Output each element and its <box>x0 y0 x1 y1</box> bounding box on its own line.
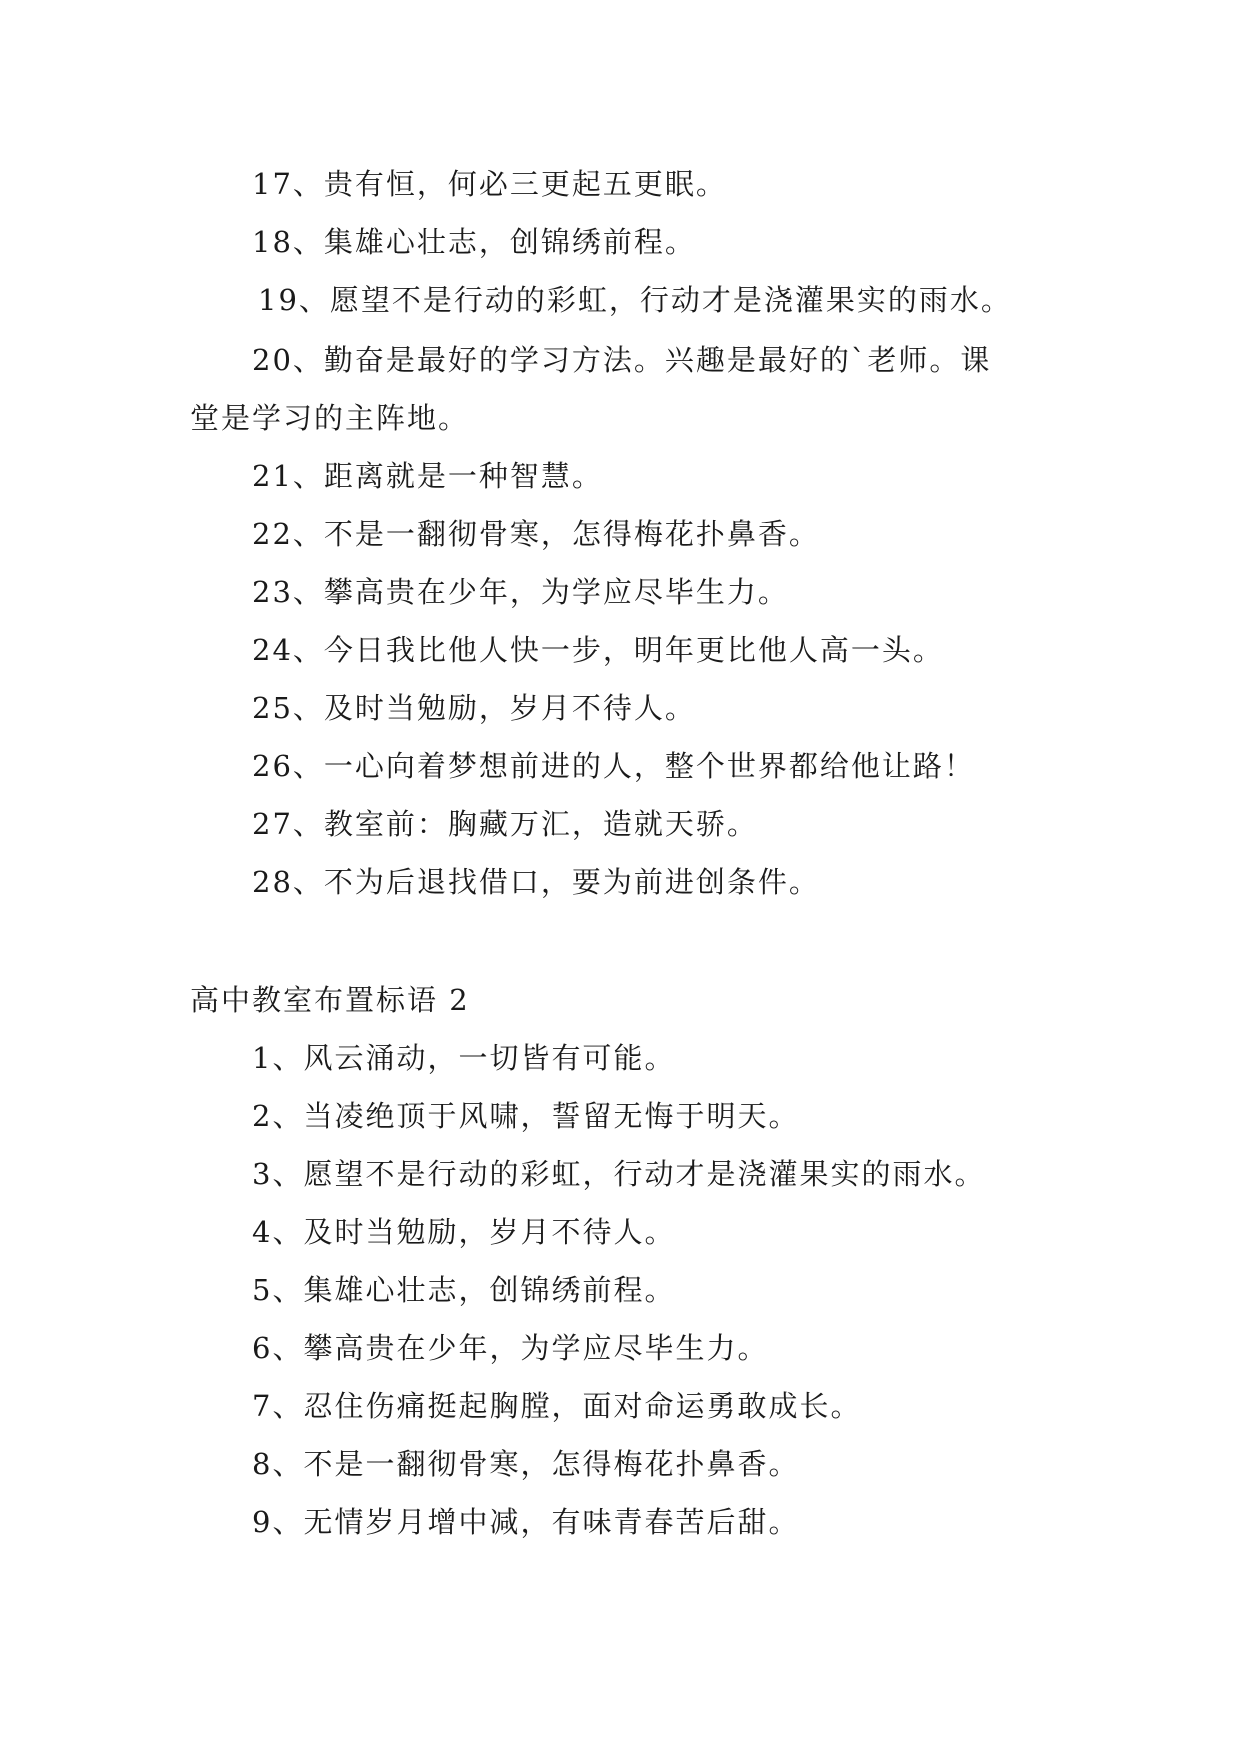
list-item: 6、攀高贵在少年，为学应尽毕生力。 <box>252 1331 769 1365</box>
list-item: 18、集雄心壮志，创锦绣前程。 <box>252 225 696 259</box>
list-item: 22、不是一翻彻骨寒，怎得梅花扑鼻香。 <box>252 517 820 551</box>
list-item: 7、忍住伤痛挺起胸膛，面对命运勇敢成长。 <box>252 1389 862 1423</box>
list-item: 4、及时当勉励，岁月不待人。 <box>252 1215 676 1249</box>
list-item: 21、距离就是一种智慧。 <box>252 459 603 493</box>
list-item: 27、教室前：胸藏万汇，造就天骄。 <box>252 807 758 841</box>
list-item: 26、一心向着梦想前进的人，整个世界都给他让路！ <box>252 749 975 783</box>
list-item-continuation: 堂是学习的主阵地。 <box>190 401 470 435</box>
list-item: 5、集雄心壮志，创锦绣前程。 <box>252 1273 676 1307</box>
section-heading: 高中教室布置标语 2 <box>190 983 470 1017</box>
list-item: 8、不是一翻彻骨寒，怎得梅花扑鼻香。 <box>252 1447 800 1481</box>
list-item: 28、不为后退找借口，要为前进创条件。 <box>252 865 820 899</box>
list-item: 2、当凌绝顶于风啸，誓留无悔于明天。 <box>252 1099 800 1133</box>
list-item: 19、愿望不是行动的彩虹，行动才是浇灌果实的雨水。 <box>258 283 1012 317</box>
list-item: 9、无情岁月增中减，有味青春苦后甜。 <box>252 1505 800 1539</box>
list-item: 17、贵有恒，何必三更起五更眠。 <box>252 167 727 201</box>
list-item: 1、风云涌动，一切皆有可能。 <box>252 1041 676 1075</box>
list-item: 3、愿望不是行动的彩虹，行动才是浇灌果实的雨水。 <box>252 1157 986 1191</box>
list-item: 23、攀高贵在少年，为学应尽毕生力。 <box>252 575 789 609</box>
list-item: 20、勤奋是最好的学习方法。兴趣是最好的`老师。课 <box>252 343 992 377</box>
list-item: 25、及时当勉励，岁月不待人。 <box>252 691 696 725</box>
list-item: 24、今日我比他人快一步，明年更比他人高一头。 <box>252 633 944 667</box>
